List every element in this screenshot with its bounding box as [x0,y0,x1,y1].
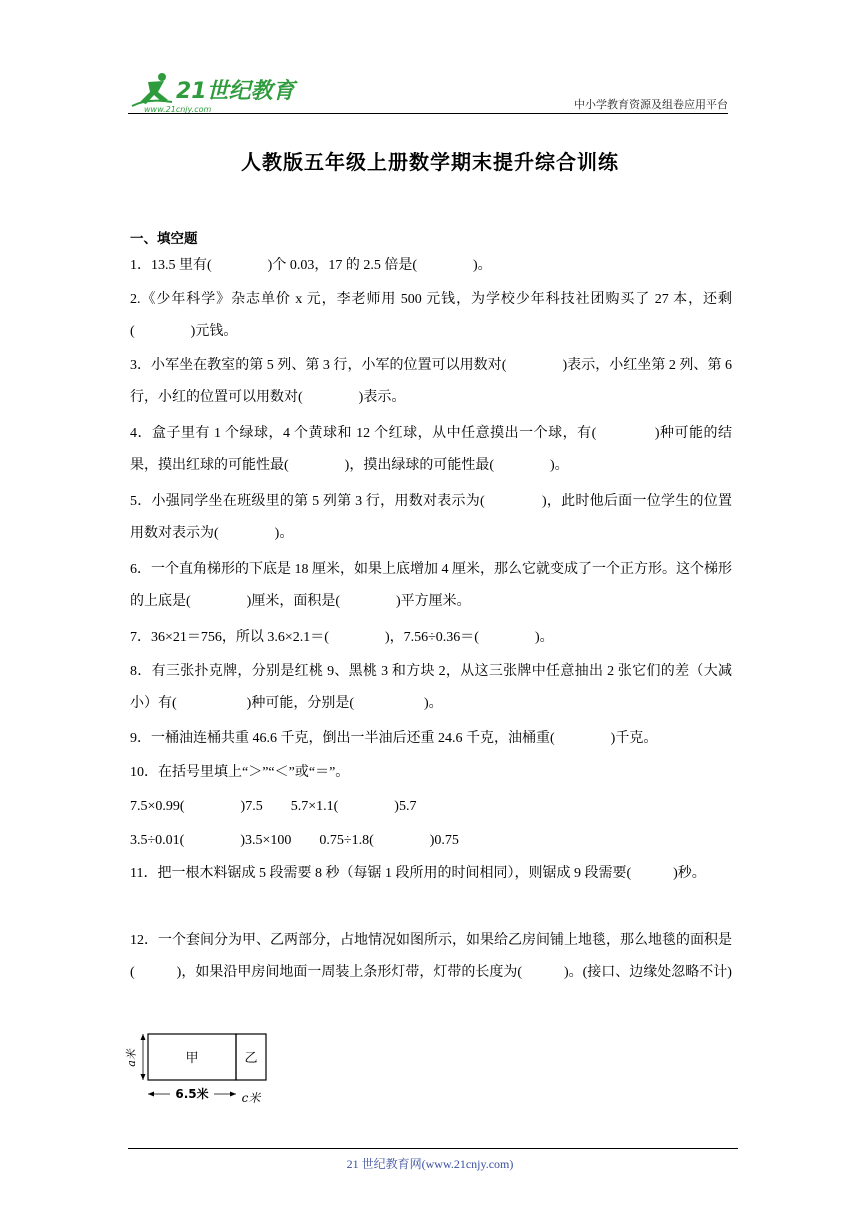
compare-row: 7.5×0.99( )7.5 5.7×1.1( )5.7 [130,799,417,814]
question-8: 8．有三张扑克牌，分别是红桃 9、黑桃 3 和方块 2，从这三张牌中任意抽出 2 张它们的差（大减小）有( )种可能，分别是( )。 [130,664,732,711]
logo [128,68,298,114]
question-7: 7．36×21＝756，所以 3.6×2.1＝( )，7.56÷0.36＝( )。 [130,630,554,645]
page-header [128,62,728,118]
question-10: 10．在括号里填上“＞”“＜”或“＝”。 [130,765,350,780]
room-a-label: 甲 [185,1051,199,1066]
room-diagram [125,1028,278,1108]
header-divider [128,113,728,114]
question-3: 3．小军坐在教室的第 5 列、第 3 行，小军的位置可以用数对( )表示，小红坐第 2 列、第 6 行，小红的位置可以用数对( )表示。 [130,358,732,405]
logo-url: www.21cnjy.com [144,105,212,114]
question-11: 11．把一根木料锯成 5 段需要 8 秒（每锯 1 段所用的时间相同），则锯成 9 段需要( )秒。 [130,866,706,881]
question-12: 12．一个套间分为甲、乙两部分，占地情况如图所示，如果给乙房间铺上地毯，那么地毯的面积是( )，如果沿甲房间地面一周装上条形灯带，灯带的长度为( )。(接口、边缘处忽略不计) [130,933,732,980]
height-dimension [125,1034,146,1080]
width-a-dimension [148,1086,236,1101]
footer-text: 21 世纪教育网(www.21cnjy.com) [346,1157,514,1171]
height-label: a米 [125,1049,138,1067]
platform-label: 中小学教育资源及组卷应用平台 [574,98,728,111]
page-title: 人教版五年级上册数学期末提升综合训练 [241,150,619,174]
logo-text: 21世纪教育 [176,79,295,104]
room-b-label: 乙 [244,1051,258,1066]
section-heading: 一、填空题 [130,231,198,247]
compare-row: 3.5÷0.01( )3.5×100 0.75÷1.8( )0.75 [130,833,459,848]
width-b-label: c米 [241,1091,261,1105]
question-9: 9．一桶油连桶共重 46.6 千克，倒出一半油后还重 24.6 千克，油桶重( )千克。 [130,731,658,746]
width-a-label: 6.5米 [175,1087,209,1101]
runner-icon [132,73,172,106]
footer-divider [128,1148,738,1149]
question-5: 5．小强同学坐在班级里的第 5 列第 3 行，用数对表示为( )，此时他后面一位学生的位置用数对表示为( )。 [130,494,732,541]
width-b-dimension [242,1091,262,1105]
question-2: 2.《少年科学》杂志单价 x 元，李老师用 500 元钱，为学校少年科技社团购买了 27 本，还剩( )元钱。 [130,292,732,339]
question-4: 4．盒子里有 1 个绿球，4 个黄球和 12 个红球，从中任意摸出一个球，有( )种可能的结果，摸出红球的可能性最( )，摸出绿球的可能性最( )。 [130,426,732,473]
question-6: 6．一个直角梯形的下底是 18 厘米，如果上底增加 4 厘米，那么它就变成了一个正方形。这个梯形的上底是( )厘米，面积是( )平方厘米。 [130,562,732,609]
question-1: 1．13.5 里有( )个 0.03，17 的 2.5 倍是( )。 [130,258,492,273]
